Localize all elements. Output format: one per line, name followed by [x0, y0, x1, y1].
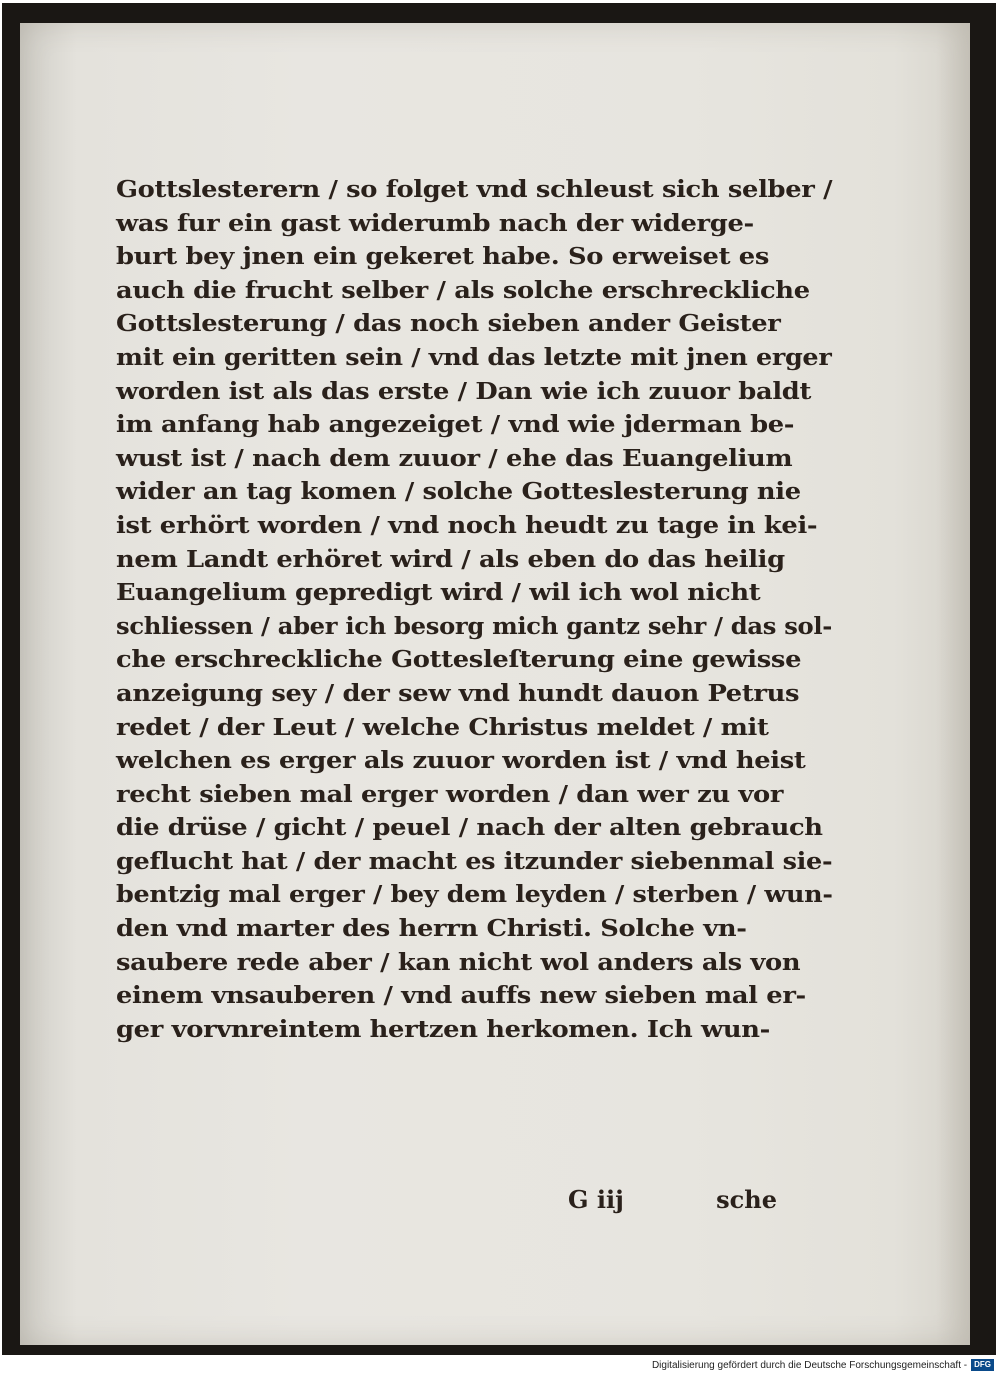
text-line: ist erhört worden / vnd noch heudt zu tage in kei- — [116, 511, 818, 539]
text-line: welchen es erger als zuuor worden ist / vnd heist — [116, 747, 806, 775]
text-line: worden ist als das erste / Dan wie ich zuuor baldt — [116, 377, 812, 405]
text-line: bentzig mal erger / bey dem leyden / sterben / wun- — [116, 881, 833, 909]
page-footer-line — [568, 1185, 777, 1214]
text-line: saubere rede aber / kan nicht wol anders als von — [116, 948, 801, 976]
signature-mark: G iij — [568, 1185, 624, 1214]
body-text — [116, 173, 836, 1046]
text-line: die drüse / gicht / peuel / nach der alten gebrauch — [116, 814, 823, 842]
text-line: wider an tag komen / solche Gotteslesterung nie — [116, 478, 801, 506]
text-line: recht sieben mal erger worden / dan wer zu vor — [116, 780, 784, 808]
text-line: was fur ein gast widerumb nach der widerge- — [116, 209, 754, 237]
text-line: Euangelium gepredigt wird / wil ich wol nicht — [116, 579, 761, 607]
text-line: nem Landt erhöret wird / als eben do das heilig — [116, 545, 785, 573]
dfg-logo: DFG — [971, 1359, 994, 1371]
page-edge — [936, 23, 970, 1345]
text-line: einem vnsauberen / vnd auffs new sieben mal er- — [116, 982, 806, 1010]
text-line: geflucht hat / der macht es itzunder siebenmal sie- — [116, 847, 833, 875]
catchword: sche — [716, 1185, 777, 1214]
text-line: ger vorvnreintem hertzen herkomen. Ich wun- — [116, 1015, 770, 1043]
credit-text: Digitalisierung gefördert durch die Deutsche Forschungsgemeinschaft - — [651, 1359, 968, 1371]
book-page — [20, 23, 970, 1345]
text-line: den vnd marter des herrn Christi. Solche vn- — [116, 915, 747, 943]
digitization-credit — [652, 1358, 994, 1372]
scan-image — [2, 3, 996, 1355]
text-line: schliessen / aber ich besorg mich gantz sehr / das sol- — [116, 612, 832, 640]
text-line: auch die frucht selber / als solche erschreckliche — [116, 276, 810, 304]
text-line: wust ist / nach dem zuuor / ehe das Euangelium — [116, 444, 793, 472]
text-line: im anfang hab angezeiget / vnd wie jderman be- — [116, 411, 795, 439]
text-line: che erschreckliche Gottesleſterung eine gewisse — [116, 646, 802, 674]
text-line: burt bey jnen ein gekeret habe. So erweiset es — [116, 243, 770, 271]
text-line: redet / der Leut / welche Christus meldet / mit — [116, 713, 769, 741]
text-line: Gottslesterern / so folget vnd schleust sich selber / — [116, 176, 833, 203]
text-line: mit ein geritten sein / vnd das letzte mit jnen erger — [116, 343, 832, 371]
text-line: anzeigung sey / der sew vnd hundt dauon Petrus — [116, 679, 800, 707]
text-line: Gottslesterung / das noch sieben ander Geister — [116, 310, 781, 338]
